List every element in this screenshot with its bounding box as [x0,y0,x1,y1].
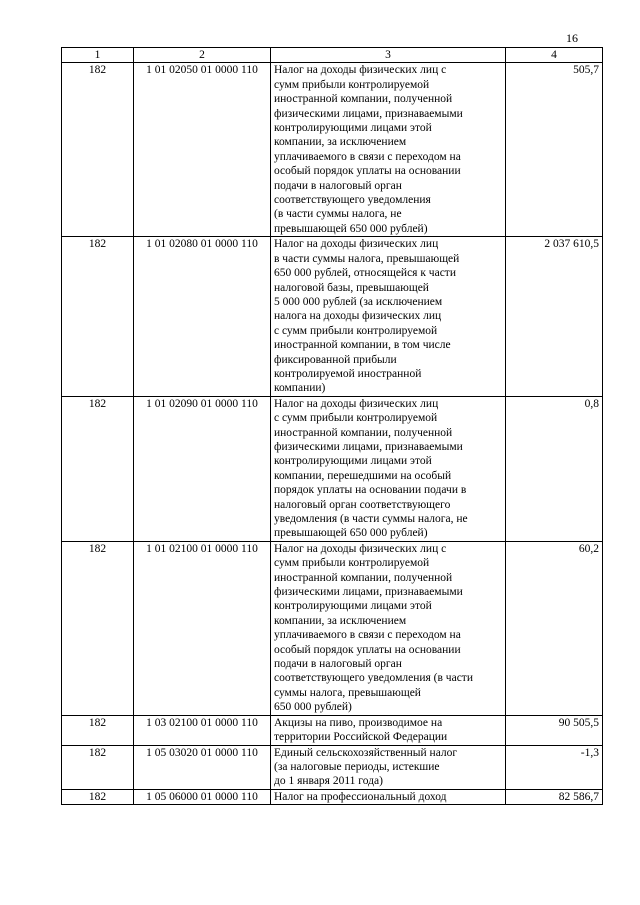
budget-classification-code-cell: 1 01 02100 01 0000 110 [134,541,271,715]
admin-code-cell: 182 [62,789,134,804]
revenue-name-line: превышающей 650 000 рублей) [274,222,428,235]
revenue-name-line: иностранной компании, полученной [274,93,453,106]
revenue-name-line: компании, перешедшими на особый [274,469,452,482]
revenue-name-line: сумм прибыли контролируемой [274,78,430,91]
revenue-name-line: особый порядок уплаты на основании [274,643,461,656]
revenue-name-line: компании, за исключением [274,136,407,149]
revenue-name-cell [271,396,506,541]
amount-cell: 60,2 [506,541,603,715]
revenue-name-line: подачи в налоговый орган [274,179,402,192]
revenue-name-cell [271,63,506,237]
revenue-name-line: 5 000 000 рублей (за исключением [274,295,443,308]
admin-code-cell: 182 [62,715,134,745]
admin-code-cell: 182 [62,237,134,396]
revenue-name-line: территории Российской Федерации [274,731,448,744]
admin-code-cell: 182 [62,745,134,789]
table-row [62,789,603,804]
revenue-name-line: налога на доходы физических лиц [274,310,442,323]
admin-code-cell: 182 [62,63,134,237]
revenue-name-line: контролирующими лицами этой [274,122,432,135]
admin-code-cell: 182 [62,396,134,541]
revenue-name-line: с сумм прибыли контролируемой [274,324,438,337]
revenue-name-cell [271,541,506,715]
revenue-name-line: контролирующими лицами этой [274,455,432,468]
revenue-name-line: налоговой базы, превышающей [274,281,429,294]
budget-classification-code-cell: 1 01 02080 01 0000 110 [134,237,271,396]
revenue-name-line: Налог на доходы физических лиц [274,397,439,410]
revenue-name-line: контролируемой иностранной [274,367,422,380]
budget-classification-code-cell: 1 01 02090 01 0000 110 [134,396,271,541]
revenue-name-line: 650 000 рублей, относящейся к части [274,267,456,280]
revenue-name-line: компании) [274,382,326,395]
revenue-name-line: фиксированной прибыли [274,353,397,366]
table-row [62,396,603,541]
revenue-name-line: физическими лицами, признаваемыми [274,586,463,599]
revenue-name-line: физическими лицами, признаваемыми [274,440,463,453]
table-row [62,237,603,396]
column-header-4: 4 [506,48,603,63]
revenue-name-line: контролирующими лицами этой [274,600,432,613]
revenue-name-line: иностранной компании, полученной [274,426,453,439]
table-row [62,541,603,715]
revenue-name-cell [271,789,506,804]
revenue-name-line: до 1 января 2011 года) [274,775,383,788]
table-row [62,745,603,789]
revenue-name-line: иностранной компании, в том числе [274,339,451,352]
revenue-name-line: суммы налога, превышающей [274,686,421,699]
revenue-name-line: с сумм прибыли контролируемой [274,412,438,425]
revenue-name-line: налоговый орган соответствующего [274,498,451,511]
amount-cell: 2 037 610,5 [506,237,603,396]
revenue-table [61,47,603,805]
admin-code-cell: 182 [62,541,134,715]
page-number: 16 [566,31,578,45]
revenue-name-line: компании, за исключением [274,614,407,627]
revenue-name-line: Налог на профессиональный доход [274,790,447,803]
table-row [62,63,603,237]
revenue-name-line: Акцизы на пиво, производимое на [274,716,443,729]
revenue-name-line: 650 000 рублей) [274,701,352,714]
revenue-name-line: подачи в налоговый орган [274,658,402,671]
revenue-name-line: превышающей 650 000 рублей) [274,527,428,540]
budget-classification-code-cell: 1 05 03020 01 0000 110 [134,745,271,789]
amount-cell: 505,7 [506,63,603,237]
amount-cell: 90 505,5 [506,715,603,745]
table-row [62,715,603,745]
table-header-row [62,48,603,63]
revenue-name-cell [271,745,506,789]
budget-classification-code-cell: 1 05 06000 01 0000 110 [134,789,271,804]
table-body [62,63,603,805]
amount-cell: -1,3 [506,745,603,789]
revenue-name-cell [271,715,506,745]
revenue-name-line: уплачиваемого в связи с переходом на [274,629,461,642]
column-header-2: 2 [134,48,271,63]
budget-classification-code-cell: 1 01 02050 01 0000 110 [134,63,271,237]
revenue-name-line: уплачиваемого в связи с переходом на [274,150,461,163]
revenue-name-line: Налог на доходы физических лиц с [274,542,447,555]
revenue-name-line: особый порядок уплаты на основании [274,165,461,178]
revenue-name-line: Единый сельскохозяйственный налог [274,746,458,759]
revenue-name-line: уведомления (в части суммы налога, не [274,513,468,525]
budget-classification-code-cell: 1 03 02100 01 0000 110 [134,715,271,745]
revenue-name-line: порядок уплаты на основании подачи в [274,484,467,497]
revenue-name-line: сумм прибыли контролируемой [274,557,430,570]
amount-cell: 82 586,7 [506,789,603,804]
revenue-name-line: соответствующего уведомления (в части [274,672,473,685]
revenue-name-line: (в части суммы налога, не [274,208,402,221]
revenue-name-cell [271,237,506,396]
revenue-name-line: Налог на доходы физических лиц с [274,64,447,77]
revenue-name-line: соответствующего уведомления [274,194,431,207]
column-header-3: 3 [271,48,506,63]
column-header-1: 1 [62,48,134,63]
revenue-name-line: (за налоговые периоды, истекшие [274,760,440,773]
revenue-name-line: в части суммы налога, превышающей [274,252,460,265]
revenue-name-line: Налог на доходы физических лиц [274,238,439,251]
revenue-name-line: иностранной компании, полученной [274,571,453,584]
amount-cell: 0,8 [506,396,603,541]
revenue-name-line: физическими лицами, признаваемыми [274,107,463,120]
